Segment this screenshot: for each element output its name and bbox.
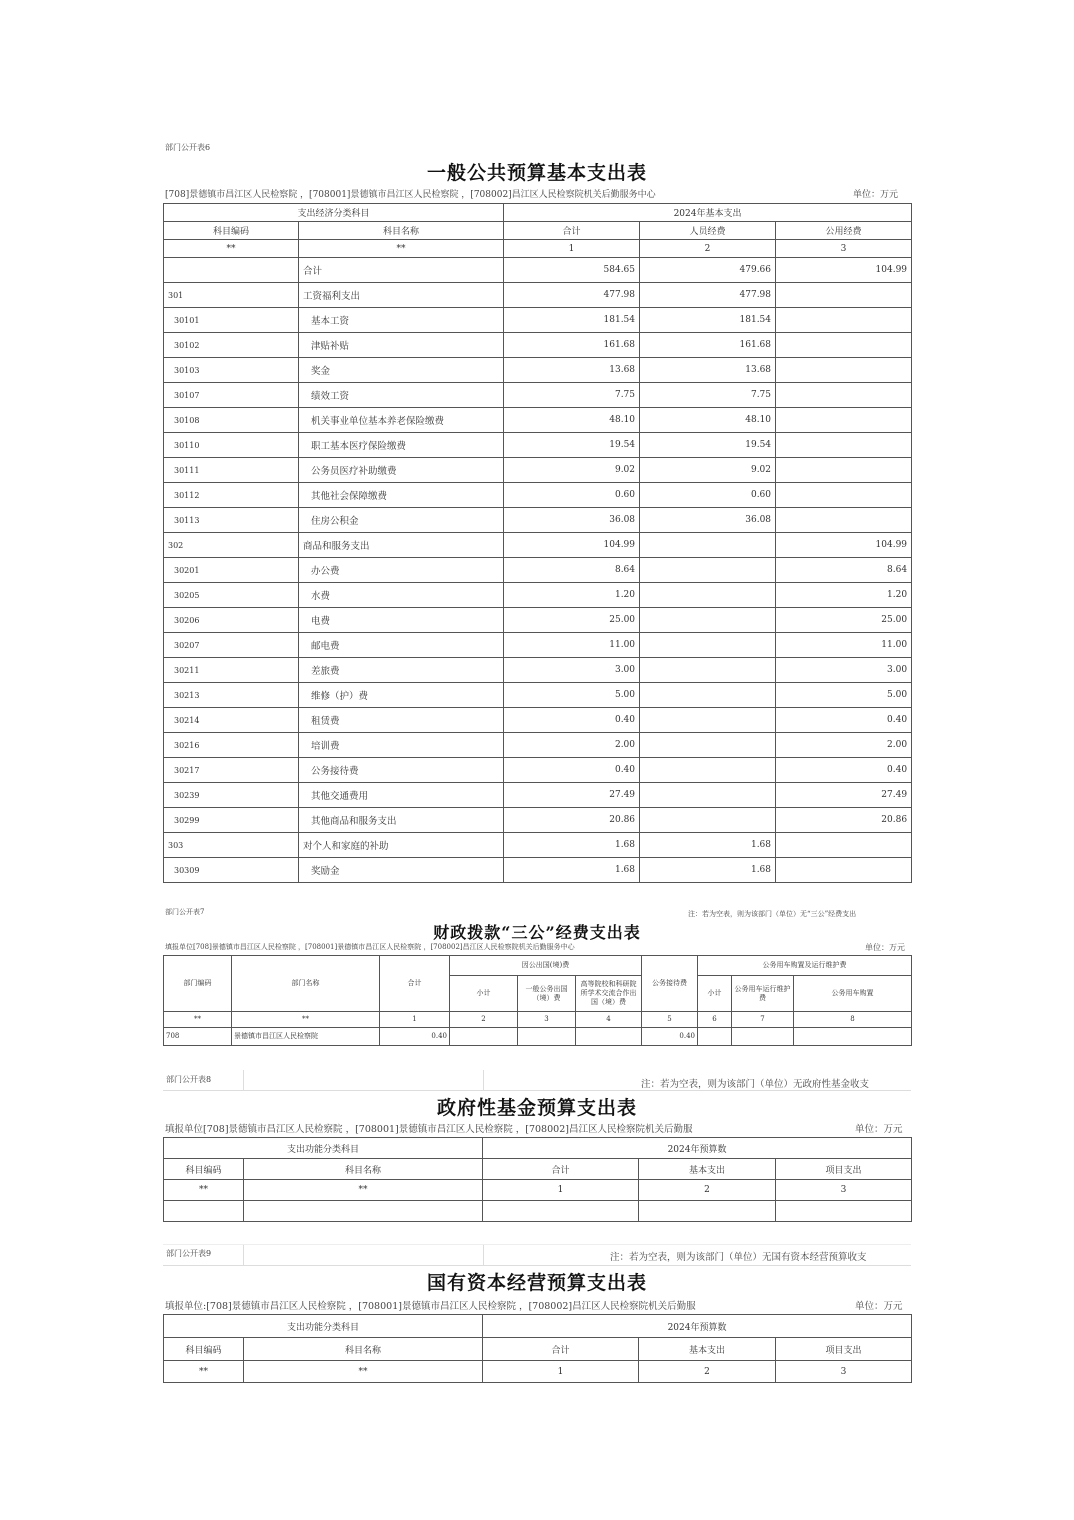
- t6-col-public: 公用经费: [776, 222, 912, 240]
- t6-row-public: 104.99: [776, 533, 912, 558]
- t6-row-total: 0.40: [504, 758, 640, 783]
- t7-col-general-abroad: 一般公务出国（境）费: [518, 976, 576, 1012]
- table6-org: [708]景德镇市昌江区人民检察院 ，[708001]景德镇市昌江区人民检察院 ，[708002]昌江区人民检察院机关后勤服务中心: [165, 190, 656, 200]
- table9-org: 填报单位:[708]景德镇市昌江区人民检察院 ，[708001]景德镇市昌江区人民检察院 ，[708002]昌江区人民检察院机关后勤服: [165, 1301, 696, 1312]
- table-row: [164, 783, 912, 808]
- t6-row-name: 职工基本医疗保险缴费: [299, 433, 504, 458]
- t6-row-name: 住房公积金: [299, 508, 504, 533]
- t6-row-total: 11.00: [504, 633, 640, 658]
- t6-row-name: 其他交通费用: [299, 783, 504, 808]
- t6-row-name: 商品和服务支出: [299, 533, 504, 558]
- table-row: [164, 658, 912, 683]
- t7-row-name: 景德镇市昌江区人民检察院: [232, 1028, 380, 1046]
- table-row: [164, 583, 912, 608]
- t6-row-name: 租赁费: [299, 708, 504, 733]
- t6-row-personnel: [640, 783, 776, 808]
- table7-note: 注：若为空表，则为该部门（单位）无“三公”经费支出: [688, 910, 857, 918]
- table-row: [164, 458, 912, 483]
- t7-idx: 8: [794, 1012, 912, 1028]
- t6-row-code: 30205: [164, 583, 299, 608]
- t8-group-left: 支出功能分类科目: [164, 1138, 483, 1159]
- t6-row-name: 其他商品和服务支出: [299, 808, 504, 833]
- t6-row-public: 3.00: [776, 658, 912, 683]
- t9-idx: **: [164, 1361, 244, 1383]
- t6-row-public: [776, 283, 912, 308]
- table8-org: 填报单位[708]景德镇市昌江区人民检察院 ，[708001]景德镇市昌江区人民检察院 ，[708002]昌江区人民检察院机关后勤服: [165, 1124, 693, 1135]
- t7-group-abroad: 因公出国(境)费: [450, 956, 642, 976]
- t8-idx: 1: [483, 1180, 639, 1201]
- t9-col-code: 科目编码: [164, 1338, 244, 1361]
- t9-col-basic: 基本支出: [639, 1338, 776, 1361]
- t6-row-total: 25.00: [504, 608, 640, 633]
- t6-idx: 3: [776, 240, 912, 258]
- t6-row-code: 301: [164, 283, 299, 308]
- t6-row-public: [776, 408, 912, 433]
- table-row: [164, 308, 912, 333]
- t6-row-public: [776, 483, 912, 508]
- t6-row-name: 机关事业单位基本养老保险缴费: [299, 408, 504, 433]
- t6-row-public: [776, 358, 912, 383]
- t9-group-right: 2024年预算数: [483, 1315, 912, 1338]
- t7-idx: 7: [732, 1012, 794, 1028]
- t6-row-public: [776, 508, 912, 533]
- table-row: [164, 858, 912, 883]
- t6-row-code: 30206: [164, 608, 299, 633]
- t6-row-personnel: [640, 533, 776, 558]
- t9-idx: **: [244, 1361, 483, 1383]
- t6-row-name: 维修（护）费: [299, 683, 504, 708]
- table9-label: 部门公开表9: [166, 1249, 212, 1258]
- t6-row-public: [776, 458, 912, 483]
- t9-col-project: 项目支出: [776, 1338, 912, 1361]
- t6-row-total: 1.68: [504, 858, 640, 883]
- t6-col-personnel: 人员经费: [640, 222, 776, 240]
- t6-row-personnel: [640, 683, 776, 708]
- table8-title: 政府性基金预算支出表: [436, 1097, 637, 1119]
- table9-unit: 单位：万元: [855, 1301, 903, 1312]
- t6-row-name: 合计: [299, 258, 504, 283]
- table9-note: 注：若为空表，则为该部门（单位）无国有资本经营预算收支: [610, 1252, 867, 1263]
- table6-unit: 单位：万元: [853, 190, 899, 200]
- t7-col-vehicle-buy: 公务用车购置: [794, 976, 912, 1012]
- t6-row-total: 584.65: [504, 258, 640, 283]
- t6-row-code: 30108: [164, 408, 299, 433]
- t6-row-public: [776, 433, 912, 458]
- t7-col-vehicle-subtotal: 小计: [698, 976, 732, 1012]
- t7-col-dept-code: 部门编码: [164, 956, 232, 1012]
- t6-row-name: 基本工资: [299, 308, 504, 333]
- t6-row-code: 30299: [164, 808, 299, 833]
- t6-row-name: 绩效工资: [299, 383, 504, 408]
- t6-col-name: 科目名称: [299, 222, 504, 240]
- t7-idx: 2: [450, 1012, 518, 1028]
- table-row: [164, 733, 912, 758]
- table-row: [164, 808, 912, 833]
- t6-row-public: [776, 383, 912, 408]
- t9-idx: 2: [639, 1361, 776, 1383]
- t6-row-public: 8.64: [776, 558, 912, 583]
- t9-idx: 1: [483, 1361, 639, 1383]
- t6-row-public: 0.40: [776, 758, 912, 783]
- t6-row-public: 25.00: [776, 608, 912, 633]
- table-row: [164, 483, 912, 508]
- t6-row-total: 5.00: [504, 683, 640, 708]
- t6-row-public: 104.99: [776, 258, 912, 283]
- t6-row-public: 0.40: [776, 708, 912, 733]
- t6-row-public: 2.00: [776, 733, 912, 758]
- t6-row-personnel: 7.75: [640, 383, 776, 408]
- t6-row-name: 其他社会保障缴费: [299, 483, 504, 508]
- t7-idx: 6: [698, 1012, 732, 1028]
- t8-col-basic: 基本支出: [639, 1159, 776, 1180]
- t6-row-total: 1.20: [504, 583, 640, 608]
- t6-idx: 1: [504, 240, 640, 258]
- t6-row-public: 20.86: [776, 808, 912, 833]
- t7-idx: **: [232, 1012, 380, 1028]
- t7-idx: 1: [380, 1012, 450, 1028]
- t8-idx: 3: [776, 1180, 912, 1201]
- t6-row-code: 30102: [164, 333, 299, 358]
- t6-row-code: [164, 258, 299, 283]
- t6-row-personnel: 1.68: [640, 858, 776, 883]
- t6-row-personnel: [640, 558, 776, 583]
- t9-col-total: 合计: [483, 1338, 639, 1361]
- t6-col-total: 合计: [504, 222, 640, 240]
- t7-group-vehicle: 公务用车购置及运行维护费: [698, 956, 912, 976]
- t6-row-code: 30217: [164, 758, 299, 783]
- t6-row-public: [776, 308, 912, 333]
- t9-idx: 3: [776, 1361, 912, 1383]
- table7-unit: 单位：万元: [865, 943, 905, 952]
- t6-row-personnel: 19.54: [640, 433, 776, 458]
- t6-row-personnel: 161.68: [640, 333, 776, 358]
- t6-row-public: [776, 333, 912, 358]
- table-row: [164, 408, 912, 433]
- t6-row-name: 奖励金: [299, 858, 504, 883]
- t6-row-total: 477.98: [504, 283, 640, 308]
- t6-row-total: 0.60: [504, 483, 640, 508]
- t6-row-personnel: 1.68: [640, 833, 776, 858]
- t6-row-code: 30309: [164, 858, 299, 883]
- table-row: [164, 633, 912, 658]
- t6-row-total: 9.02: [504, 458, 640, 483]
- table-row: [164, 258, 912, 283]
- table-row: [164, 283, 912, 308]
- t6-row-code: 30111: [164, 458, 299, 483]
- t6-group-left: 支出经济分类科目: [164, 204, 504, 222]
- t6-row-code: 30101: [164, 308, 299, 333]
- t6-row-total: 161.68: [504, 333, 640, 358]
- t6-row-total: 1.68: [504, 833, 640, 858]
- table-row: [164, 833, 912, 858]
- t6-row-name: 办公费: [299, 558, 504, 583]
- t7-idx: **: [164, 1012, 232, 1028]
- t6-row-code: 30213: [164, 683, 299, 708]
- t6-row-code: 30214: [164, 708, 299, 733]
- t6-row-total: 27.49: [504, 783, 640, 808]
- t6-row-personnel: 13.68: [640, 358, 776, 383]
- t6-col-code: 科目编码: [164, 222, 299, 240]
- table6-title: 一般公共预算基本支出表: [426, 162, 647, 184]
- t6-row-total: 3.00: [504, 658, 640, 683]
- table8-grid: [163, 1137, 912, 1222]
- t6-row-name: 奖金: [299, 358, 504, 383]
- t6-row-code: 303: [164, 833, 299, 858]
- t6-row-personnel: 9.02: [640, 458, 776, 483]
- t6-row-name: 电费: [299, 608, 504, 633]
- table9-grid: [163, 1314, 912, 1383]
- t6-row-public: 27.49: [776, 783, 912, 808]
- t6-row-personnel: 479.66: [640, 258, 776, 283]
- t6-row-personnel: [640, 583, 776, 608]
- t6-row-name: 水费: [299, 583, 504, 608]
- table-row: [164, 1201, 912, 1222]
- table-row: [164, 558, 912, 583]
- t6-row-code: 30201: [164, 558, 299, 583]
- t6-row-code: 30207: [164, 633, 299, 658]
- t6-row-name: 培训费: [299, 733, 504, 758]
- table8-unit: 单位：万元: [855, 1124, 903, 1135]
- t6-row-public: 1.20: [776, 583, 912, 608]
- t6-row-total: 19.54: [504, 433, 640, 458]
- t6-row-personnel: 181.54: [640, 308, 776, 333]
- table-row: [164, 358, 912, 383]
- t7-row-reception: 0.40: [642, 1028, 698, 1046]
- t8-group-right: 2024年预算数: [483, 1138, 912, 1159]
- t7-idx: 3: [518, 1012, 576, 1028]
- t6-row-name: 邮电费: [299, 633, 504, 658]
- t7-col-vehicle-run: 公务用车运行维护费: [732, 976, 794, 1012]
- t8-col-total: 合计: [483, 1159, 639, 1180]
- t6-row-personnel: [640, 658, 776, 683]
- t7-col-reception: 公务接待费: [642, 956, 698, 1012]
- t6-row-name: 差旅费: [299, 658, 504, 683]
- table-row: [164, 1028, 912, 1046]
- t6-row-personnel: [640, 633, 776, 658]
- t6-row-total: 8.64: [504, 558, 640, 583]
- t7-row-total: 0.40: [380, 1028, 450, 1046]
- t7-col-subtotal: 小计: [450, 976, 518, 1012]
- t6-row-name: 对个人和家庭的补助: [299, 833, 504, 858]
- table7-label: 部门公开表7: [165, 908, 205, 916]
- table6-grid: [163, 203, 912, 883]
- t6-row-total: 2.00: [504, 733, 640, 758]
- t6-row-total: 7.75: [504, 383, 640, 408]
- t6-row-code: 30107: [164, 383, 299, 408]
- t6-row-code: 30113: [164, 508, 299, 533]
- t6-row-personnel: [640, 608, 776, 633]
- t6-row-personnel: [640, 733, 776, 758]
- table-row: [164, 508, 912, 533]
- t6-group-right: 2024年基本支出: [504, 204, 912, 222]
- table-row: [164, 683, 912, 708]
- t6-row-public: 5.00: [776, 683, 912, 708]
- t8-idx: **: [244, 1180, 483, 1201]
- table-row: [164, 758, 912, 783]
- t6-row-personnel: 48.10: [640, 408, 776, 433]
- t7-col-edu-abroad: 高等院校和科研院所学术交流合作出国（境）费: [576, 976, 642, 1012]
- t6-idx: 2: [640, 240, 776, 258]
- t6-row-code: 30211: [164, 658, 299, 683]
- t7-idx: 4: [576, 1012, 642, 1028]
- t6-idx: **: [299, 240, 504, 258]
- t9-col-name: 科目名称: [244, 1338, 483, 1361]
- t6-row-code: 30103: [164, 358, 299, 383]
- t9-group-left: 支出功能分类科目: [164, 1315, 483, 1338]
- t6-row-total: 0.40: [504, 708, 640, 733]
- table9-title: 国有资本经营预算支出表: [426, 1272, 647, 1294]
- t6-row-name: 公务员医疗补助缴费: [299, 458, 504, 483]
- table-row: [164, 433, 912, 458]
- t6-row-total: 48.10: [504, 408, 640, 433]
- t6-row-code: 30110: [164, 433, 299, 458]
- table7-grid: [163, 955, 912, 1046]
- table6-label: 部门公开表6: [165, 143, 211, 152]
- t6-row-code: 30112: [164, 483, 299, 508]
- t8-col-code: 科目编码: [164, 1159, 244, 1180]
- t8-idx: **: [164, 1180, 244, 1201]
- t7-idx: 5: [642, 1012, 698, 1028]
- t6-row-personnel: [640, 808, 776, 833]
- t6-idx: **: [164, 240, 299, 258]
- t6-row-public: [776, 858, 912, 883]
- t7-col-dept-name: 部门名称: [232, 956, 380, 1012]
- t6-row-personnel: 36.08: [640, 508, 776, 533]
- t6-row-personnel: [640, 758, 776, 783]
- t6-row-name: 津贴补贴: [299, 333, 504, 358]
- t6-row-code: 302: [164, 533, 299, 558]
- table-row: [164, 333, 912, 358]
- t6-row-code: 30239: [164, 783, 299, 808]
- table-row: [164, 383, 912, 408]
- table7-org: 填报单位[708]景德镇市昌江区人民检察院 ，[708001]景德镇市昌江区人民检察院 ，[708002]昌江区人民检察院机关后勤服务中心: [165, 943, 575, 951]
- t6-row-total: 13.68: [504, 358, 640, 383]
- table-row: [164, 533, 912, 558]
- t8-col-project: 项目支出: [776, 1159, 912, 1180]
- table7-title: 财政拨款“三公”经费支出表: [433, 923, 641, 942]
- t8-idx: 2: [639, 1180, 776, 1201]
- t6-row-name: 公务接待费: [299, 758, 504, 783]
- t6-row-name: 工资福利支出: [299, 283, 504, 308]
- t6-row-personnel: 477.98: [640, 283, 776, 308]
- table-row: [164, 708, 912, 733]
- t6-row-public: 11.00: [776, 633, 912, 658]
- table8-note: 注：若为空表，则为该部门（单位）无政府性基金收支: [641, 1079, 870, 1090]
- table-row: [164, 608, 912, 633]
- t6-row-total: 104.99: [504, 533, 640, 558]
- t6-row-personnel: [640, 708, 776, 733]
- t7-row-code: 708: [164, 1028, 232, 1046]
- t6-row-personnel: 0.60: [640, 483, 776, 508]
- t6-row-total: 20.86: [504, 808, 640, 833]
- t6-row-code: 30216: [164, 733, 299, 758]
- t6-row-total: 181.54: [504, 308, 640, 333]
- t7-col-total: 合计: [380, 956, 450, 1012]
- table8-label: 部门公开表8: [166, 1075, 212, 1084]
- t8-col-name: 科目名称: [244, 1159, 483, 1180]
- t6-row-public: [776, 833, 912, 858]
- t6-row-total: 36.08: [504, 508, 640, 533]
